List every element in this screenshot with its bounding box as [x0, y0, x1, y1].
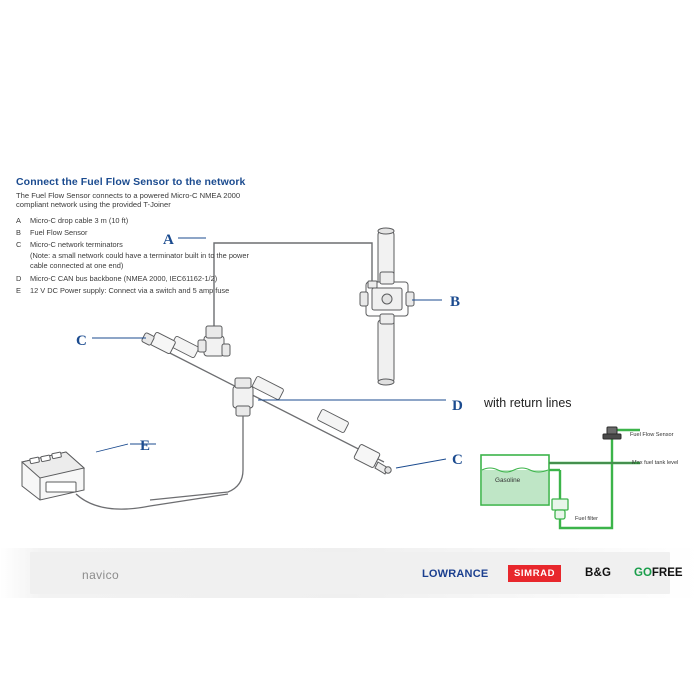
brand-bg: B&G	[585, 567, 612, 579]
legend-note: (Note: a small network could have a terminator built in to the power cable connected at one end)	[30, 251, 249, 271]
legend-text-d: Micro-C CAN bus backbone (NMEA 2000, IEC61162-1/2)	[30, 273, 218, 283]
terminator-left	[141, 332, 176, 354]
legend-subtitle: The Fuel Flow Sensor connects to a powered Micro-C NMEA 2000 compliant network using the provided T-Joiner	[16, 191, 241, 210]
fuel-flow-sensor-label: Fuel Flow Sensor	[630, 432, 674, 438]
backbone-trunk	[158, 347, 384, 462]
battery-power-cable	[76, 494, 228, 509]
legend-title: Connect the Fuel Flow Sensor to the network	[16, 176, 246, 188]
legend-text-b: Fuel Flow Sensor	[30, 227, 88, 237]
legend-key-b: B	[16, 227, 21, 237]
terminator-right	[354, 444, 392, 474]
navico-logo: navico	[82, 568, 120, 582]
legend-key-e: E	[16, 285, 21, 295]
legend-item-c	[16, 240, 256, 250]
legend-key-d: D	[16, 273, 22, 283]
legend-text-c: Micro-C network terminators	[30, 239, 123, 249]
legend-text-a: Micro-C drop cable 3 m (10 ft)	[30, 215, 129, 225]
t-joiner-middle-drop	[150, 416, 243, 500]
gasoline-label: Gasoline	[495, 477, 521, 484]
brand-simrad: SIMRAD	[508, 565, 561, 582]
callout-a: A	[163, 232, 174, 248]
legend-key-a: A	[16, 215, 21, 225]
brand-gofree	[634, 567, 683, 579]
legend-block	[16, 176, 256, 297]
legend-key-c: C	[16, 239, 22, 249]
legend-item-e	[16, 286, 256, 296]
callout-c-right: C	[452, 452, 463, 468]
footer-bar	[30, 552, 670, 594]
callout-c-left: C	[76, 333, 87, 349]
brand-gofree-go: GO	[634, 567, 652, 579]
backbone-cable-segments	[171, 336, 349, 433]
drop-cable-connector	[368, 281, 377, 288]
callout-b: B	[450, 294, 461, 310]
brand-lowrance: LOWRANCE	[422, 568, 489, 580]
fuel-flow-sensor-body	[360, 272, 414, 324]
brand-gofree-free: FREE	[651, 567, 683, 579]
legend-item-d	[16, 274, 256, 284]
fuel-filter	[552, 499, 568, 519]
with-return-lines-label: with return lines	[484, 396, 572, 410]
t-joiner-upper	[198, 326, 230, 356]
legend-text-e: 12 V DC Power supply: Connect via a switch and 5 amp fuse	[30, 285, 230, 295]
callout-d: D	[452, 398, 463, 414]
fuel-filter-label: Fuel filter	[575, 516, 599, 522]
max-fuel-tank-level-label: Max fuel tank level	[632, 460, 679, 466]
battery-power-supply	[22, 452, 84, 500]
callout-e: E	[140, 438, 151, 454]
t-joiner-middle	[233, 378, 253, 416]
legend-item-b	[16, 228, 256, 238]
legend-item-a	[16, 216, 256, 226]
